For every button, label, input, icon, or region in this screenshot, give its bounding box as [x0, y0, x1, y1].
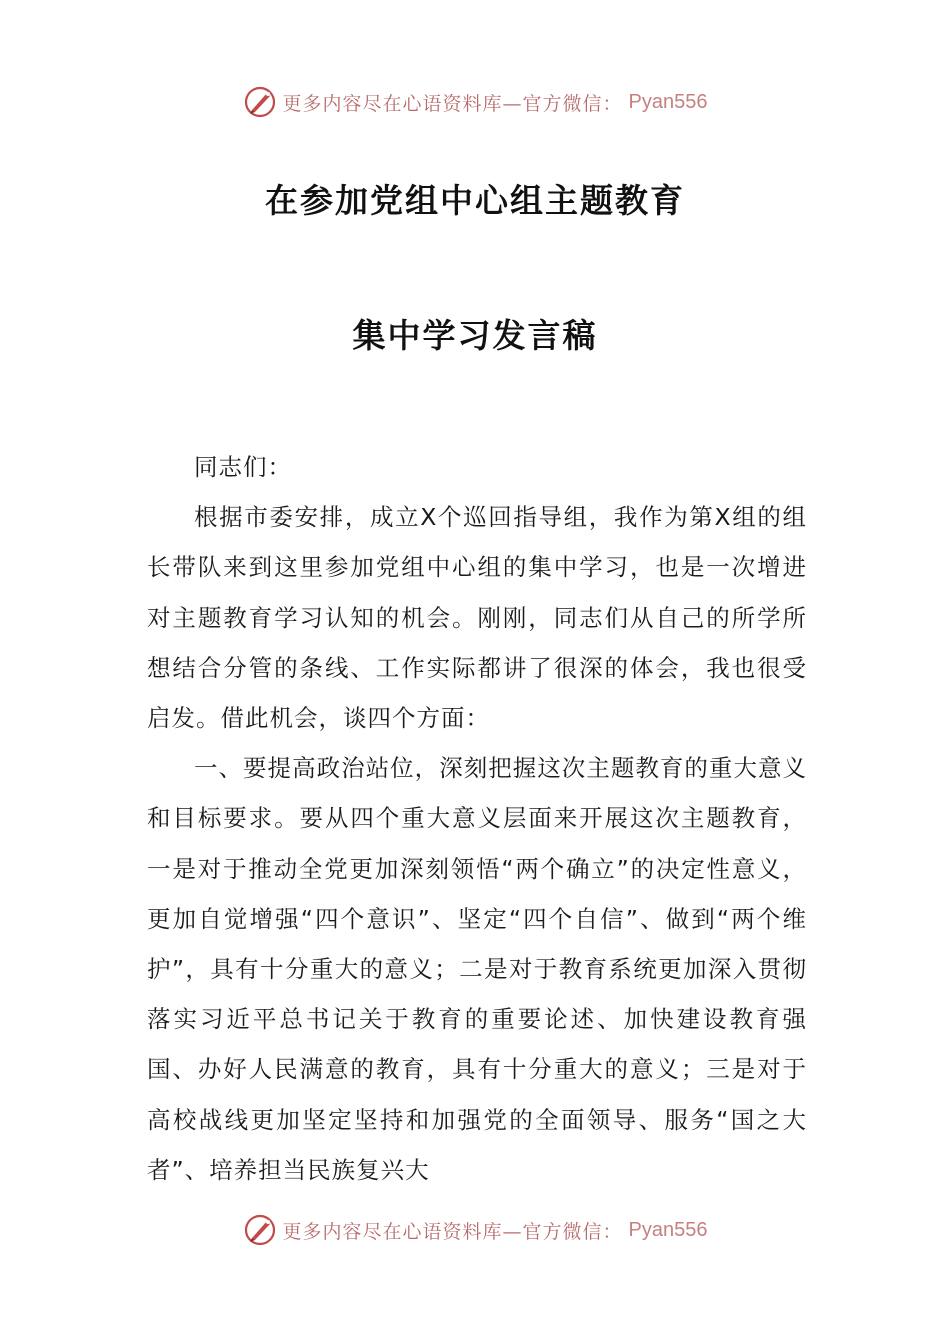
- quill-pen-logo-icon: [243, 85, 277, 119]
- paragraph-2: 一、要提高政治站位，深刻把握这次主题教育的重大意义和目标要求。要从四个重大意义层面来开展这次主题教育，一是对于推动全党更加深刻领悟“两个确立”的决定性意义，更加自觉增强“四个意识”、坚定“四个自信”、做到“两个维护”，具有十分重大的意义；二是对于教育系统更加深入贯彻落实习近平总书记关于教育的重要论述、加快建设教育强国、办好人民满意的教育，具有十分重大的意义；三是对于高校战线更加坚定坚持和加强党的全面领导、服务“国之大者”、培养担当民族复兴大: [147, 754, 807, 1184]
- watermark-wechat-id: Pyan556: [628, 90, 708, 113]
- greeting: 同志们：: [194, 453, 292, 481]
- document-title-line1: 在参加党组中心组主题教育: [265, 181, 685, 220]
- header-watermark: [0, 82, 950, 122]
- watermark-text: 更多内容尽在心语资料库—官方微信：: [282, 1220, 623, 1243]
- watermark-wechat-id: Pyan556: [628, 1218, 708, 1241]
- watermark-text: 更多内容尽在心语资料库—官方微信：: [282, 92, 623, 115]
- quill-pen-logo-icon: [243, 1213, 277, 1247]
- paragraph-1: 根据市委安排，成立X个巡回指导组，我作为第X组的组长带队来到这里参加党组中心组的集中学习，也是一次增进对主题教育学习认知的机会。刚刚，同志们从自己的所学所想结合分管的条线、工作实际都讲了很深的体会，我也很受启发。借此机会，谈四个方面：: [147, 503, 807, 733]
- document-body: [147, 442, 807, 1195]
- document-title-line2: 集中学习发言稿: [352, 316, 598, 355]
- footer-watermark: [0, 1210, 950, 1250]
